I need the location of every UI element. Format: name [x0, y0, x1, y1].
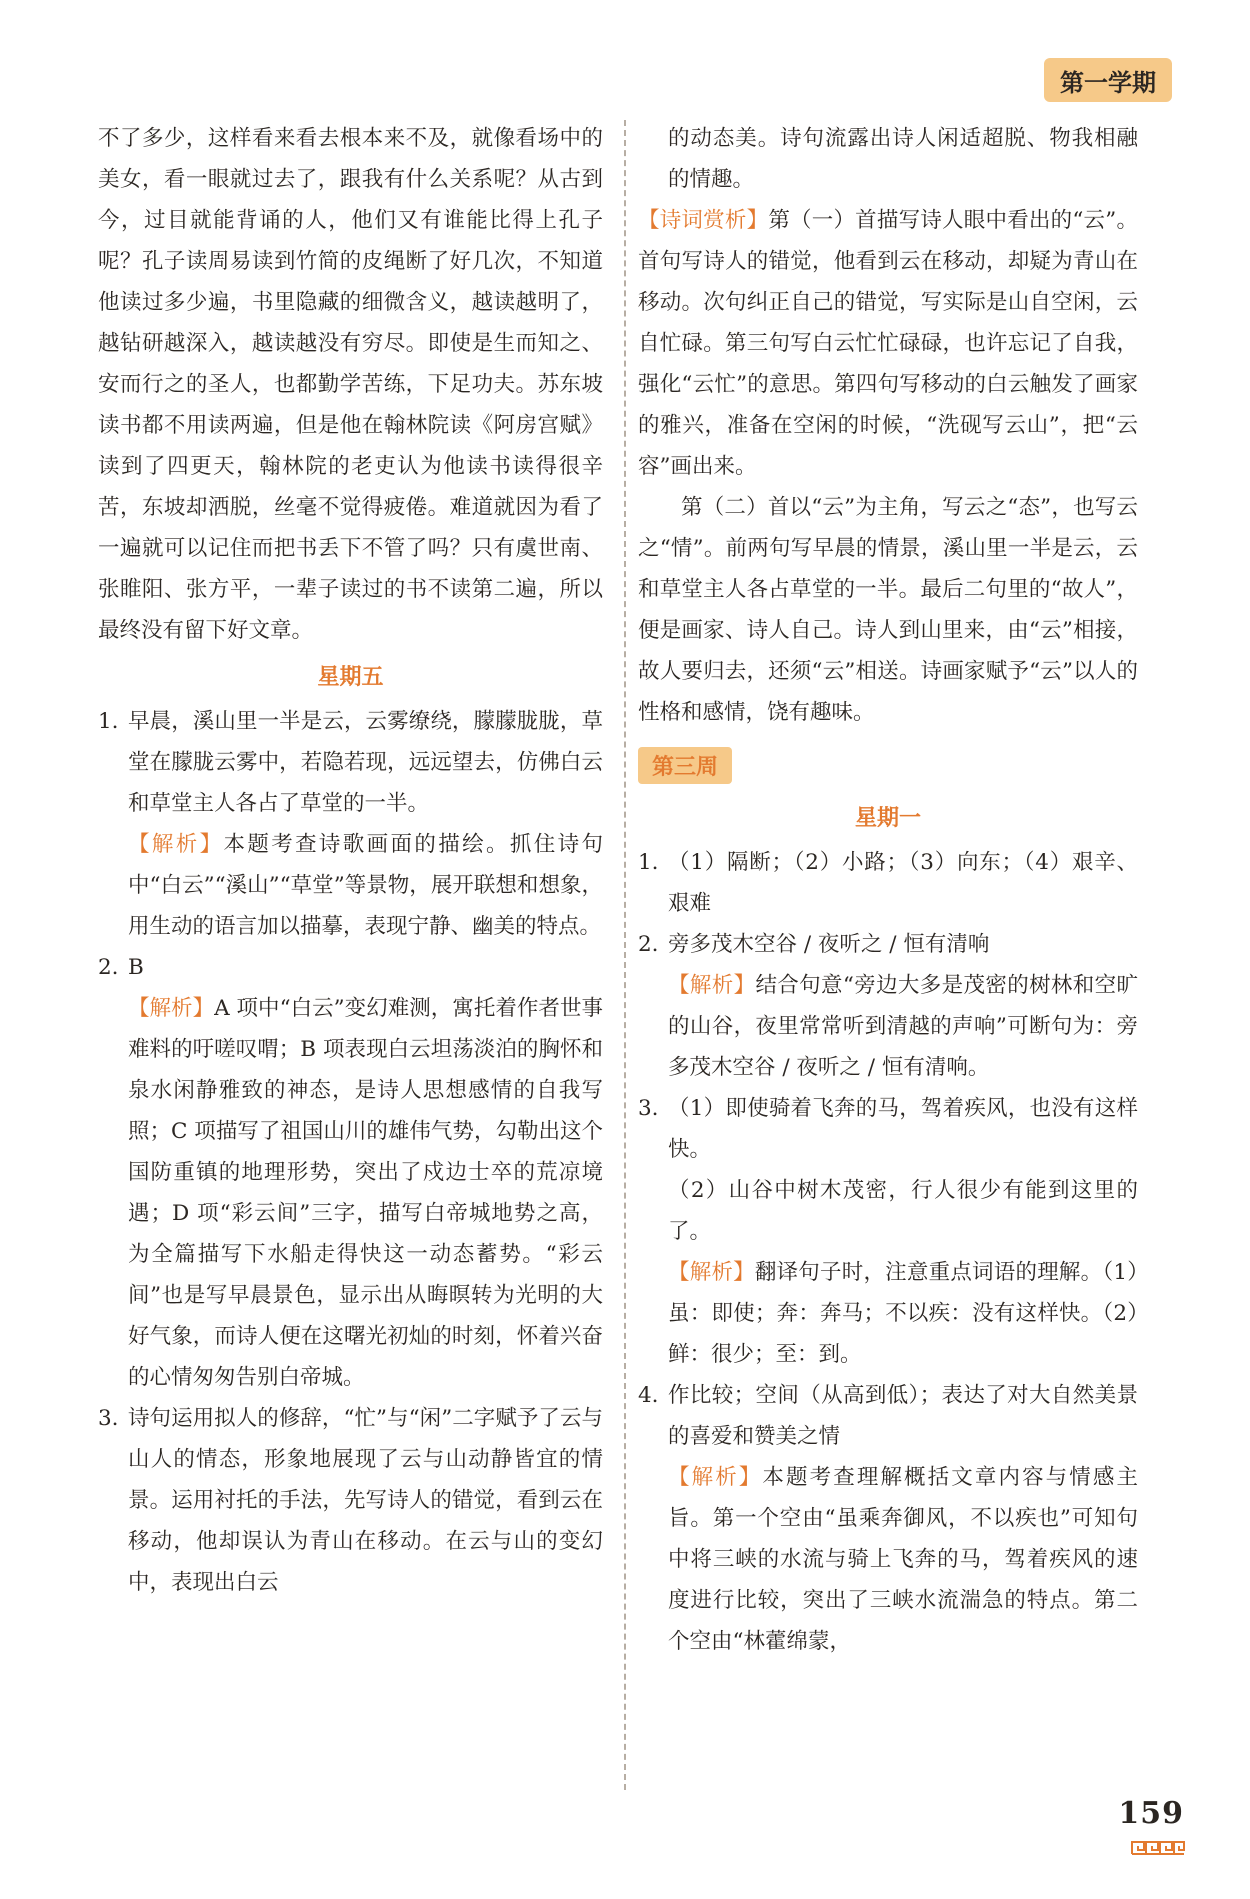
analysis-tag: 【解析】	[668, 1260, 755, 1285]
answer-part-2: （2）山谷中树木茂密，行人很少有能到这里的了。	[668, 1178, 1138, 1244]
analysis-2	[98, 988, 603, 1398]
question-1	[638, 842, 1138, 924]
analysis-text: A 项中“白云”变幻难测，寓托着作者世事难料的吁嗟叹喟；B 项表现白云坦荡淡泊的胸怀和泉水闲静雅致的神态，是诗人思想感情的自我写照；C 项描写了祖国山川的雄伟气势，勾勒出这个国防重镇的地理形势，突出了戍边士卒的荒凉境遇；D 项“彩云间”三字，描写白帝城地势之高，为全篇描写下水船走得快这一动态蓄势。“彩云间”也是写早晨景色，显示出从晦暝转为光明的大好气象，而诗人便在这曙光初灿的时刻，怀着兴奋的心情匆匆告别白帝城。	[128, 996, 603, 1390]
answer-text: 早晨，溪山里一半是云，云雾缭绕，朦朦胧胧，草堂在朦胧云雾中，若隐若现，远远望去，仿佛白云和草堂主人各占了草堂的一半。	[128, 709, 603, 816]
analysis-tag: 【解析】	[668, 973, 756, 998]
left-column	[98, 118, 603, 1603]
question-number: 1.	[98, 709, 119, 734]
analysis-1	[98, 824, 603, 947]
analysis-4	[638, 1457, 1138, 1662]
appreciation-paragraph-2: 第（二）首以“云”为主角，写云之“态”，也写云之“情”。前两句写早晨的情景，溪山里一半是云，云和草堂主人各占草堂的一半。最后二句里的“故人”，便是画家、诗人自己。诗人到山里来，由“云”相接，故人要归去，还须“云”相送。诗画家赋予“云”以人的性格和感情，饶有趣味。	[638, 495, 1138, 725]
question-3-continuation: 的动态美。诗句流露出诗人闲适超脱、物我相融的情趣。	[668, 126, 1138, 192]
question-number: 1.	[638, 850, 659, 875]
answer-text: （1）隔断；（2）小路；（3）向东；（4）艰辛、艰难	[668, 850, 1138, 916]
page-number: 159	[1118, 1796, 1184, 1831]
question-number: 2.	[638, 932, 659, 957]
answer-text: 旁多茂木空谷 / 夜听之 / 恒有清响	[668, 932, 990, 957]
question-number: 4.	[638, 1383, 659, 1408]
continuation-paragraph: 不了多少，这样看来看去根本来不及，就像看场中的美女，看一眼就过去了，跟我有什么关系呢？从古到今，过目就能背诵的人，他们又有谁能比得上孔子呢？孔子读周易读到竹简的皮绳断了好几次，不知道他读过多少遍，书里隐藏的细微含义，越读越明了，越钻研越深入，越读越没有穷尽。即使是生而知之、安而行之的圣人，也都勤学苦练，下足功夫。苏东坡读书都不用读两遍，但是他在翰林院读《阿房宫赋》读到了四更天，翰林院的老吏认为他读书读得很辛苦，东坡却洒脱，丝毫不觉得疲倦。难道就因为看了一遍就可以记住而把书丢下不管了吗？只有虞世南、张睢阳、张方平，一辈子读过的书不读第二遍，所以最终没有留下好文章。	[98, 126, 603, 643]
analysis-3	[638, 1252, 1138, 1375]
analysis-tag: 【解析】	[128, 832, 224, 857]
analysis-text: 本题考查诗歌画面的描绘。抓住诗句中“白云”“溪山”“草堂”等景物，展开联想和想象，用生动的语言加以描摹，表现宁静、幽美的特点。	[128, 832, 603, 939]
question-4	[638, 1375, 1138, 1457]
day-heading-friday: 星期五	[317, 665, 384, 690]
question-number: 2.	[98, 955, 119, 980]
analysis-2	[638, 965, 1138, 1088]
answer-text: 作比较；空间（从高到低）；表达了对大自然美景的喜爱和赞美之情	[668, 1383, 1138, 1449]
question-2	[638, 924, 1138, 965]
answer-text: 诗句运用拟人的修辞，“忙”与“闲”二字赋予了云与山人的情态，形象地展现了云与山动静皆宜的情景。运用衬托的手法，先写诗人的错觉，看到云在移动，他却误认为青山在移动。在云与山的变幻中，表现出白云	[128, 1406, 603, 1595]
appreciation-paragraph-1	[638, 200, 1138, 487]
greek-key-ornament-icon	[1130, 1840, 1186, 1856]
question-1	[98, 701, 603, 824]
analysis-tag: 【解析】	[668, 1465, 763, 1490]
question-3	[638, 1088, 1138, 1170]
analysis-text: 结合句意“旁边大多是茂密的树林和空旷的山谷，夜里常常听到清越的声响”可断句为：旁多茂木空谷 / 夜听之 / 恒有清响。	[668, 973, 1138, 1080]
question-3	[98, 1398, 603, 1603]
day-heading-monday: 星期一	[854, 806, 921, 831]
question-number: 3.	[98, 1406, 119, 1431]
appreciation-text: 第（一）首描写诗人眼中看出的“云”。首句写诗人的错觉，他看到云在移动，却疑为青山在移动。次句纠正自己的错觉，写实际是山自空闲，云自忙碌。第三句写白云忙忙碌碌，也许忘记了自我，强化“云忙”的意思。第四句写移动的白云触发了画家的雅兴，准备在空闲的时候，“洗砚写云山”，把“云容”画出来。	[638, 208, 1138, 479]
semester-tab: 第一学期	[1044, 58, 1172, 102]
analysis-text: 本题考查理解概括文章内容与情感主旨。第一个空由“虽乘奔御风，不以疾也”可知句中将三峡的水流与骑上飞奔的马，驾着疾风的速度进行比较，突出了三峡水流湍急的特点。第二个空由“林藿绵蒙，	[668, 1465, 1138, 1654]
appreciation-tag: 【诗词赏析】	[638, 208, 769, 233]
analysis-tag: 【解析】	[128, 996, 215, 1021]
column-divider	[624, 120, 626, 1790]
answer-text: B	[128, 955, 144, 980]
answer-text: （1）即使骑着飞奔的马，驾着疾风，也没有这样快。	[668, 1096, 1138, 1162]
week-heading: 第三周	[638, 747, 732, 784]
right-column	[638, 118, 1138, 1662]
question-2	[98, 947, 603, 988]
question-number: 3.	[638, 1096, 659, 1121]
analysis-text: 翻译句子时，注意重点词语的理解。（1）虽：即使；奔：奔马；不以疾：没有这样快。（2）鲜：很少；至：到。	[668, 1260, 1138, 1367]
